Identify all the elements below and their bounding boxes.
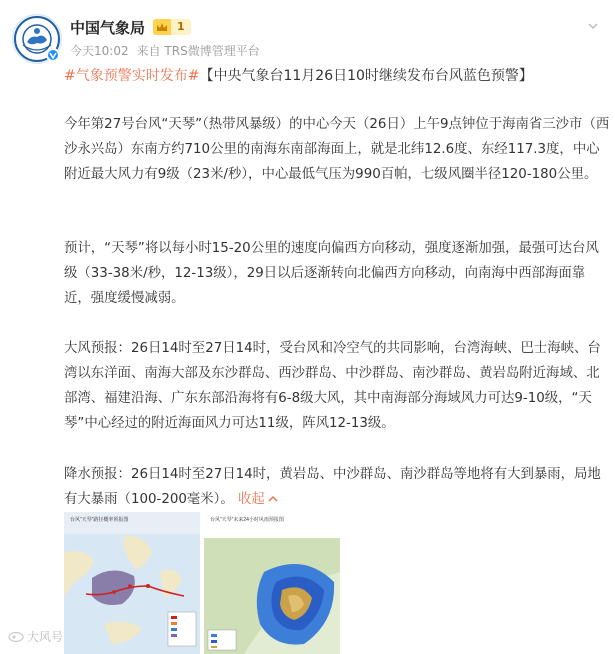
verified-v-icon (46, 48, 60, 62)
level-badge (153, 19, 191, 35)
collapse-label: 收起 (238, 492, 265, 507)
post-paragraph-last (64, 462, 610, 512)
account-name[interactable]: 中国气象局 (70, 18, 146, 37)
typhoon-track-map-image[interactable] (64, 512, 200, 654)
crown-icon (153, 19, 171, 35)
post-paragraph: 降水预报：26日14时至27日14时，黄岩岛、中沙群岛、南沙群岛等地将有大到暴雨，局地有大暴雨（100-200毫米）。 (64, 467, 601, 507)
image-caption: 台风“天琴”路径概率预报图 (70, 517, 129, 523)
collapse-link[interactable] (238, 492, 279, 507)
more-icon[interactable] (586, 18, 600, 37)
watermark-text: 大风号 (27, 630, 64, 644)
post-paragraph: 大风预报：26日14时至27日14时，受台风和冷空气的共同影响，台湾海峡、巴士海峡、台湾以东洋面、南海大部及东沙群岛、西沙群岛、中沙群岛、南沙群岛、黄岩岛附近海域、北部湾、福建沿海、广东东部沿海将有6-8级大风，其中南海部分海域风力可达9-10级，“天琴”中心经过的附近海面风力可达11级，阵风12-13级。 (64, 341, 601, 431)
image-caption: 台风“天琴”未来24小时风雨预报图 (210, 517, 284, 523)
post-paragraph: 今年第27号台风“天琴”（热带风暴级）的中心今天（26日）上午9点钟位于海南省三沙市（西沙永兴岛）东南方约710公里的南海东南部海面上，就是北纬12.6度、东经117.3度，中心附近最大风力有9级（23米/秒），中心最低气压为990百帕，七级风圈半径120-180公里。 (64, 117, 610, 182)
post-time[interactable]: 今天10:02 (70, 44, 129, 58)
post-paragraph: 预计，“天琴”将以每小时15-20公里的速度向偏西方向移动，强度逐渐加强，最强可达台风级（33-38米/秒，12-13级），29日以后逐渐转向北偏西方向移动，向南海中西部海面靠近，强度缓慢减弱。 (64, 241, 599, 306)
post-headline-line (64, 66, 604, 86)
post-meta (70, 42, 268, 59)
post-headline: 【中央气象台11月26日10时继续发布台风蓝色预警】 (199, 68, 533, 84)
watermark (8, 628, 63, 645)
post-header (12, 12, 602, 68)
post-source: 来自 TRS微博管理平台 (136, 44, 260, 58)
wind-rain-forecast-map-image[interactable] (204, 512, 340, 654)
level-number: 1 (171, 19, 191, 35)
watermark-logo-icon (8, 631, 24, 643)
chevron-up-icon (267, 494, 279, 504)
hashtag-link[interactable]: #气象预警实时发布# (64, 68, 200, 84)
